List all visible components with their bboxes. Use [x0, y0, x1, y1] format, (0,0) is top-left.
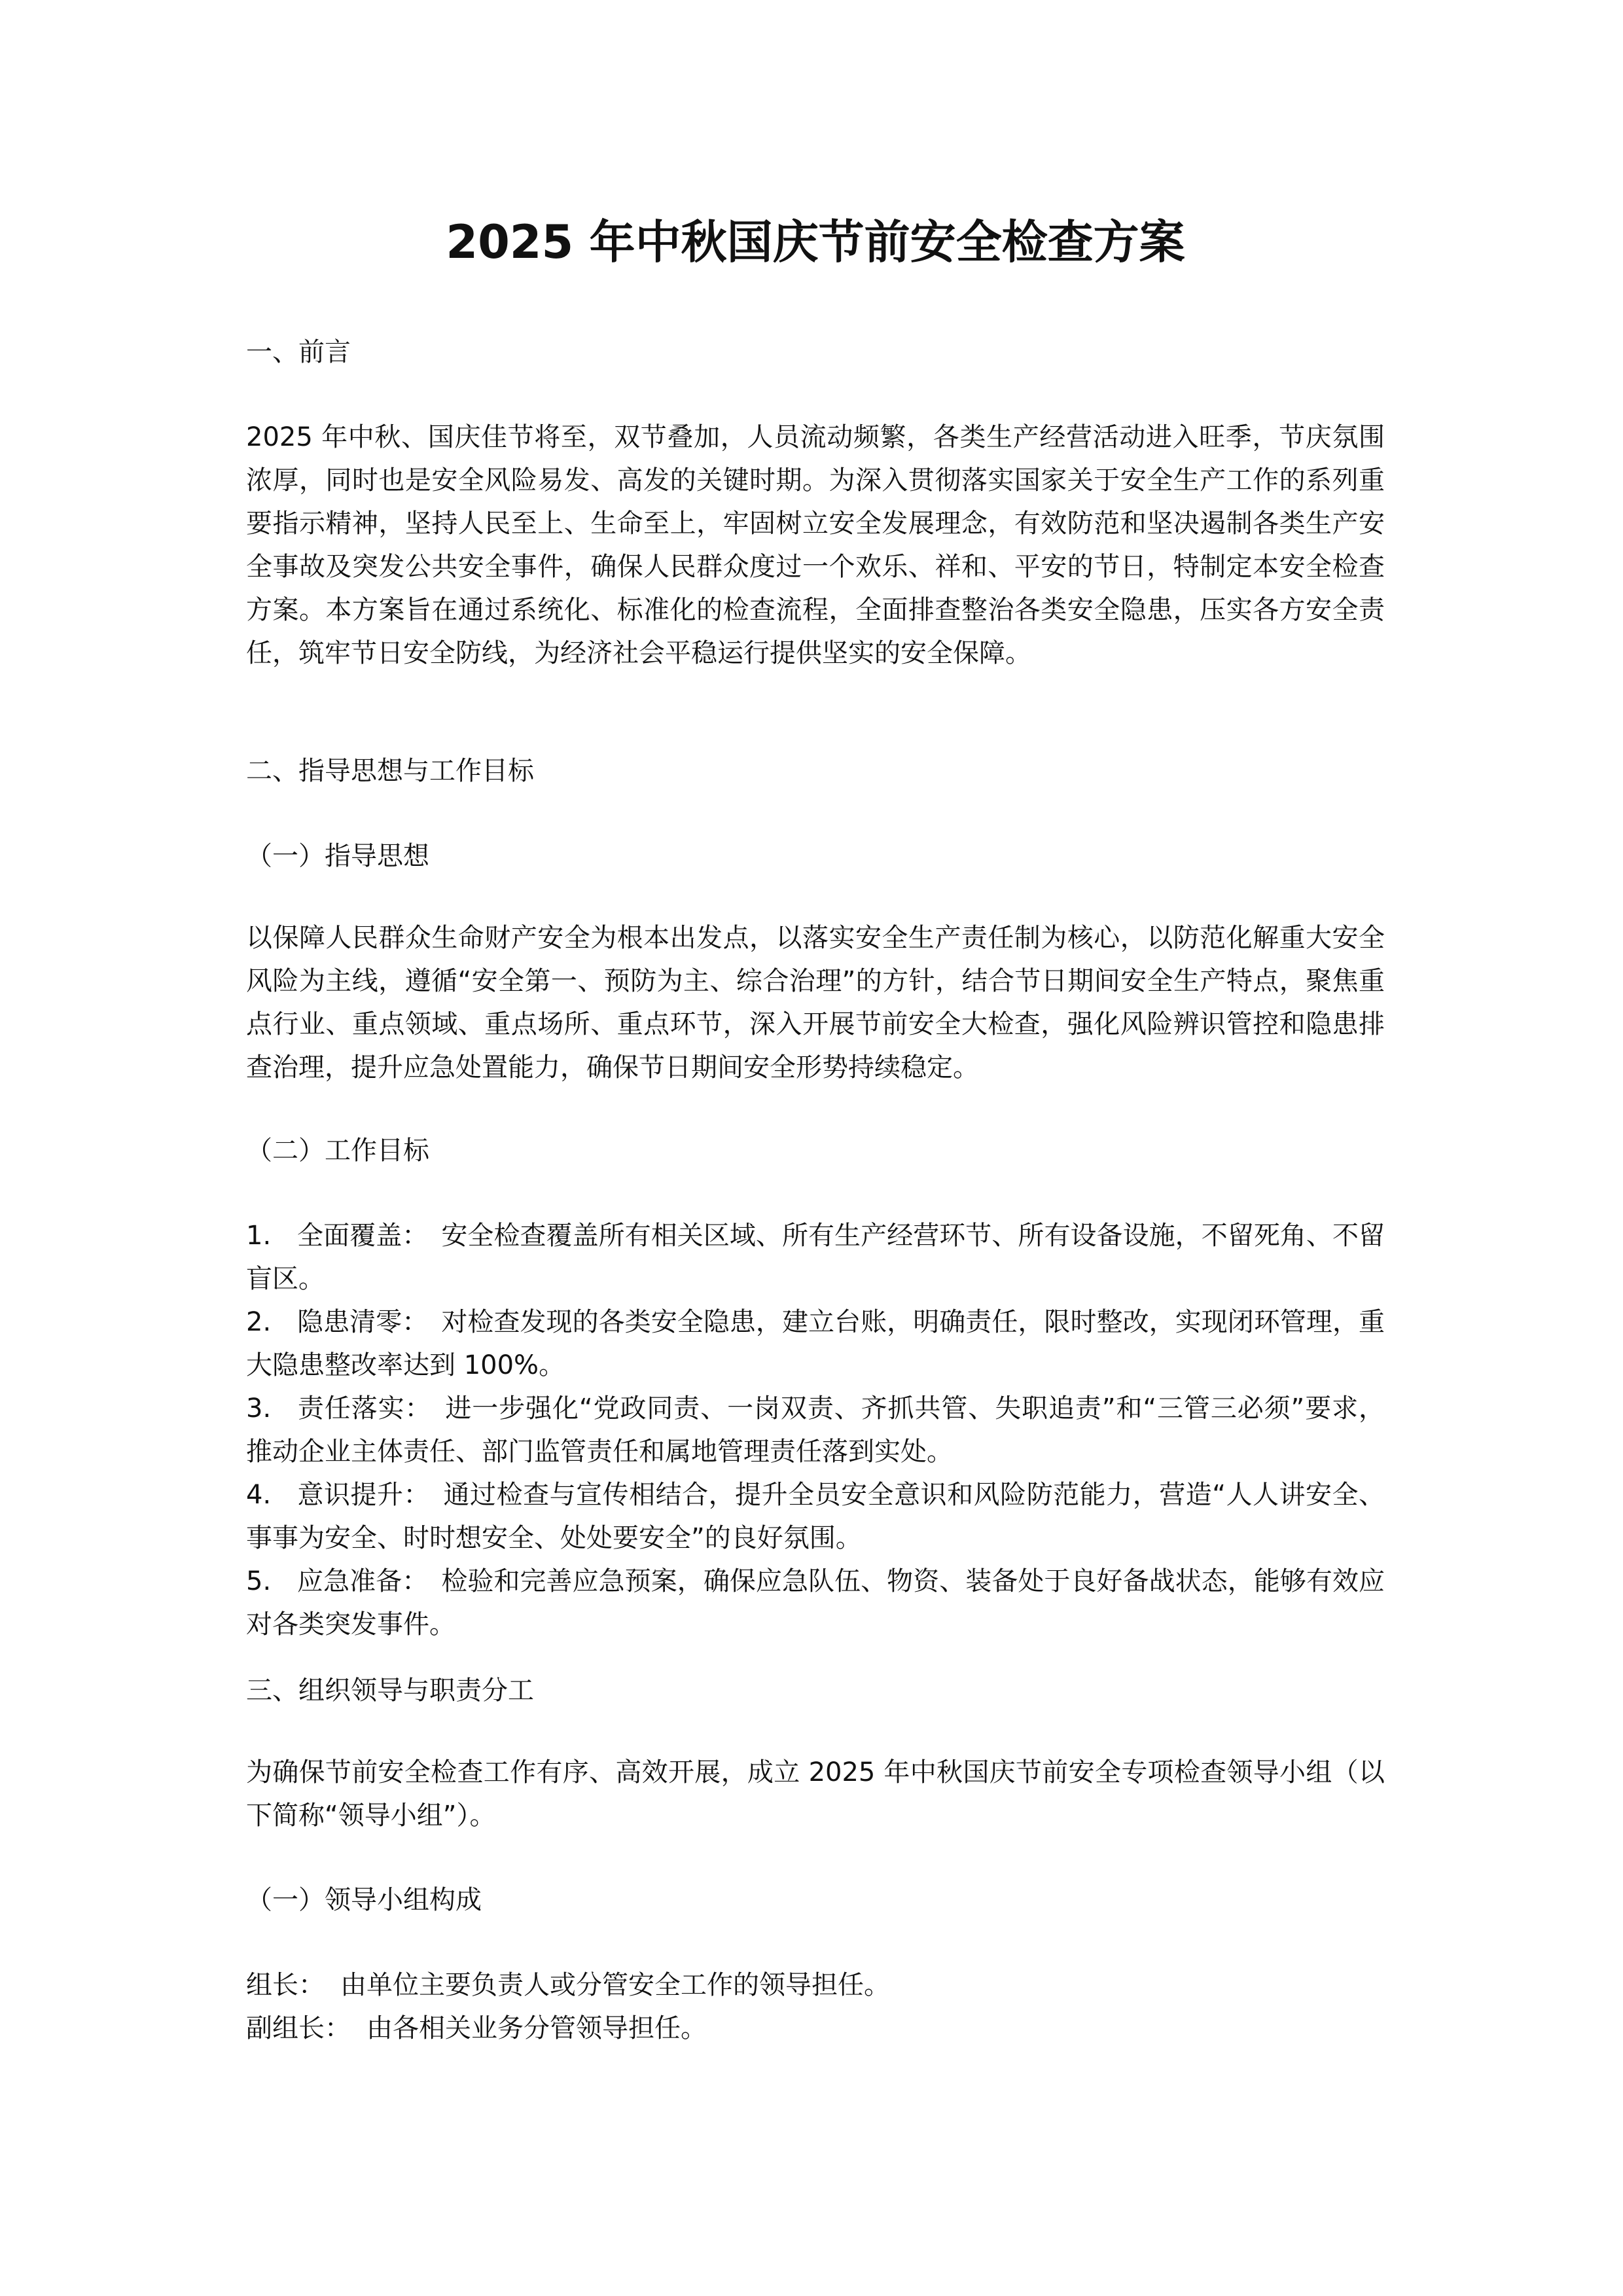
subheading-leadership-group: （一）领导小组构成	[246, 1885, 482, 1915]
goal-text: 对检查发现的各类安全隐患，建立台账，明确责任，限时整改，实现闭环管理，重大隐患整改率达到 100%。	[246, 1307, 1385, 1380]
section-heading-preface: 一、前言	[246, 337, 351, 367]
list-item	[246, 1473, 1385, 1560]
subheading-guiding-ideology: （一）指导思想	[246, 841, 429, 871]
goal-term: 意识提升：	[297, 1480, 431, 1510]
preface-paragraph: 2025 年中秋、国庆佳节将至，双节叠加，人员流动频繁，各类生产经营活动进入旺季，节庆氛围浓厚，同时也是安全风险易发、高发的关键时期。为深入贯彻落实国家关于安全生产工作的系列重要指示精神，坚持人民至上、生命至上，牢固树立安全发展理念，有效防范和坚决遏制各类生产安全事故及突发公共安全事件，确保人民群众度过一个欢乐、祥和、平安的节日，特制定本安全检查方案。本方案旨在通过系统化、标准化的检查流程，全面排查整治各类安全隐患，压实各方安全责任，筑牢节日安全防线，为经济社会平稳运行提供坚实的安全保障。	[246, 422, 1385, 668]
goal-text: 检验和完善应急预案，确保应急队伍、物资、装备处于良好备战状态，能够有效应对各类突发事件。	[246, 1566, 1385, 1640]
list-item	[246, 1300, 1385, 1387]
roles-list	[246, 1964, 1385, 2050]
organization-paragraph: 为确保节前安全检查工作有序、高效开展，成立 2025 年中秋国庆节前安全专项检查领导小组（以下简称“领导小组”）。	[246, 1757, 1385, 1831]
list-item	[246, 1387, 1385, 1473]
list-item	[246, 1964, 1385, 2007]
role-label: 副组长：	[246, 2013, 351, 2043]
list-item	[246, 1560, 1385, 1646]
goal-number: 2.	[246, 1307, 272, 1337]
role-label: 组长：	[246, 1970, 325, 2000]
section-heading-organization: 三、组织领导与职责分工	[246, 1676, 534, 1706]
subheading-work-goals: （二）工作目标	[246, 1136, 429, 1166]
goal-number: 1.	[246, 1221, 272, 1251]
section-heading-guidance: 二、指导思想与工作目标	[246, 756, 534, 786]
goal-text: 通过检查与宣传相结合，提升全员安全意识和风险防范能力，营造“人人讲安全、事事为安全、时时想安全、处处要安全”的良好氛围。	[246, 1480, 1385, 1553]
goals-list	[246, 1214, 1385, 1646]
goal-text: 安全检查覆盖所有相关区域、所有生产经营环节、所有设备设施，不留死角、不留盲区。	[246, 1221, 1385, 1294]
goal-term: 全面覆盖：	[297, 1221, 429, 1251]
goal-term: 隐患清零：	[297, 1307, 429, 1337]
goal-number: 4.	[246, 1480, 272, 1510]
goal-term: 应急准备：	[297, 1566, 429, 1596]
guiding-ideology-paragraph: 以保障人民群众生命财产安全为根本出发点，以落实安全生产责任制为核心，以防范化解重大安全风险为主线，遵循“安全第一、预防为主、综合治理”的方针，结合节日期间安全生产特点，聚焦重点行业、重点领域、重点场所、重点环节，深入开展节前安全大检查，强化风险辨识管控和隐患排查治理，提升应急处置能力，确保节日期间安全形势持续稳定。	[246, 923, 1385, 1083]
role-text: 由各相关业务分管领导担任。	[366, 2013, 707, 2043]
role-text: 由单位主要负责人或分管安全工作的领导担任。	[340, 1970, 890, 2000]
document-page	[246, 196, 1385, 2043]
goal-text: 进一步强化“党政同责、一岗双责、齐抓共管、失职追责”和“三管三必须”要求，推动企业主体责任、部门监管责任和属地管理责任落到实处。	[246, 1393, 1385, 1467]
goal-number: 3.	[246, 1393, 272, 1424]
goal-term: 责任落实：	[297, 1393, 432, 1424]
list-item	[246, 2007, 1385, 2050]
goal-number: 5.	[246, 1566, 272, 1596]
document-title: 2025 年中秋国庆节前安全检查方案	[446, 215, 1185, 269]
list-item	[246, 1214, 1385, 1300]
